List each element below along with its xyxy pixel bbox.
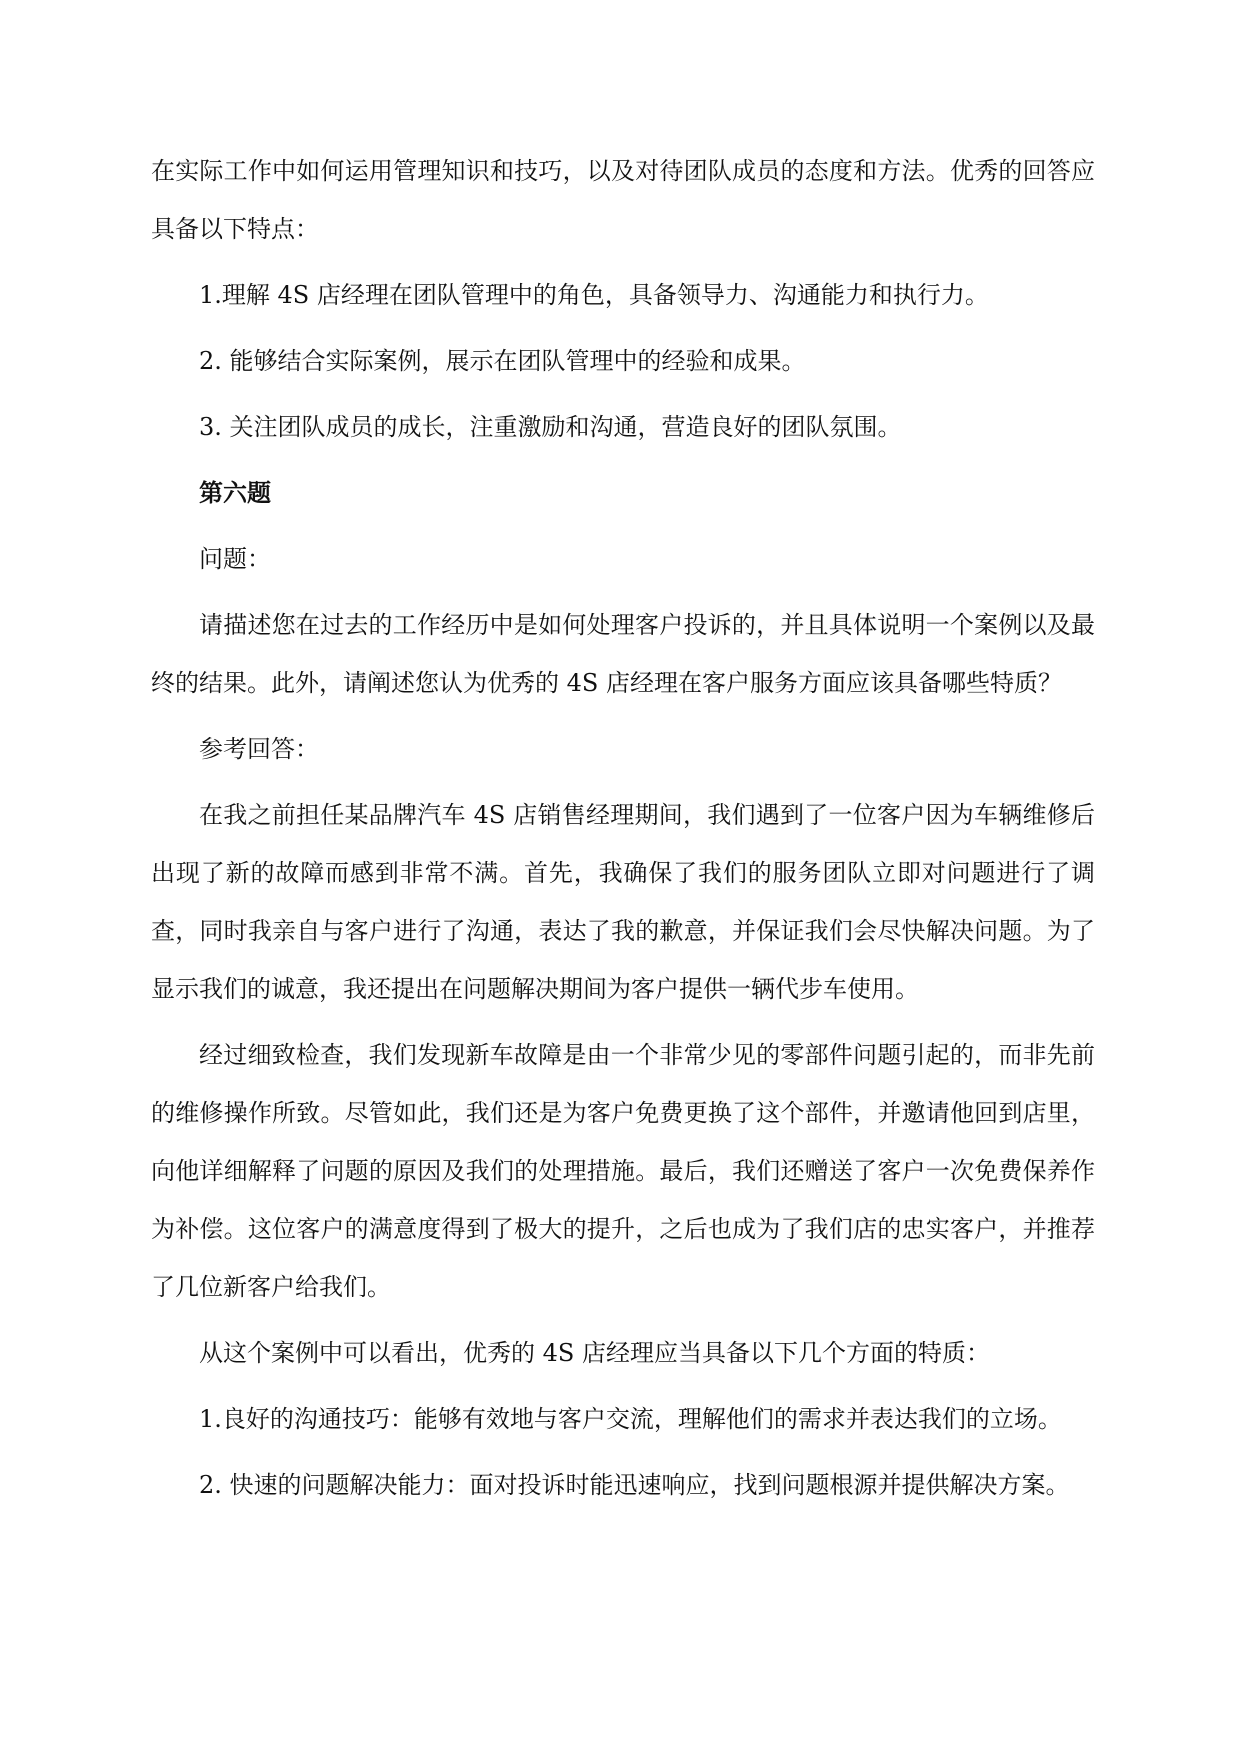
trait-item-2: 2. 快速的问题解决能力：面对投诉时能迅速响应，找到问题根源并提供解决方案。 [199,1471,1070,1499]
trait-item-1: 1.良好的沟通技巧：能够有效地与客户交流，理解他们的需求并表达我们的立场。 [199,1405,1062,1433]
answer-paragraph-3: 从这个案例中可以看出，优秀的 4S 店经理应当具备以下几个方面的特质： [199,1339,990,1367]
answer-label: 参考回答： [199,735,319,763]
paragraph-intro: 在实际工作中如何运用管理知识和技巧，以及对待团队成员的态度和方法。优秀的回答应具备以下特点： [151,157,1095,243]
list-item-2: 2. 能够结合实际案例，展示在团队管理中的经验和成果。 [199,347,806,375]
question-text: 请描述您在过去的工作经历中是如何处理客户投诉的，并且具体说明一个案例以及最终的结果。此外，请阐述您认为优秀的 4S 店经理在客户服务方面应该具备哪些特质？ [151,611,1095,697]
answer-paragraph-1: 在我之前担任某品牌汽车 4S 店销售经理期间，我们遇到了一位客户因为车辆维修后出现了新的故障而感到非常不满。首先，我确保了我们的服务团队立即对问题进行了调查，同时我亲自与客户进行了沟通，表达了我的歉意，并保证我们会尽快解决问题。为了显示我们的诚意，我还提出在问题解决期间为客户提供一辆代步车使用。 [151,801,1095,1003]
list-item-1: 1.理解 4S 店经理在团队管理中的角色，具备领导力、沟通能力和执行力。 [199,281,989,309]
list-item-3: 3. 关注团队成员的成长，注重激励和沟通，营造良好的团队氛围。 [199,413,902,441]
question-label: 问题： [199,545,271,573]
section-heading: 第六题 [199,478,271,507]
answer-paragraph-2: 经过细致检查，我们发现新车故障是由一个非常少见的零部件问题引起的，而非先前的维修操作所致。尽管如此，我们还是为客户免费更换了这个部件，并邀请他回到店里，向他详细解释了问题的原因及我们的处理措施。最后，我们还赠送了客户一次免费保养作为补偿。这位客户的满意度得到了极大的提升，之后也成为了我们店的忠实客户，并推荐了几位新客户给我们。 [151,1041,1095,1301]
document-body [151,142,1095,1522]
